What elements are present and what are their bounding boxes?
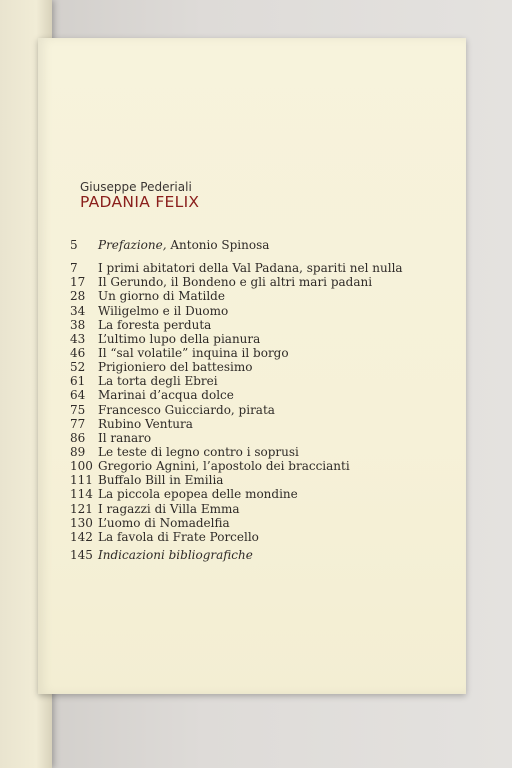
toc-entry [70, 502, 430, 516]
toc-entry [70, 275, 430, 289]
book-title: PADANIA FELIX [80, 193, 200, 211]
toc-page-number: 46 [70, 345, 86, 360]
toc-entry [70, 289, 430, 303]
toc-entry-title: La piccola epopea delle mondine [98, 487, 298, 502]
toc-page-number: 34 [70, 303, 86, 318]
toc-bibliography-label: Indicazioni bibliografiche [98, 547, 253, 562]
toc-entry-title: Le teste di legno contro i soprusi [98, 444, 299, 459]
toc-entry [70, 261, 430, 275]
toc-preface-label: Prefazione, [98, 238, 167, 252]
toc-entry-title: Marinai d’acqua dolce [98, 388, 234, 403]
toc-page-number: 7 [70, 261, 78, 276]
toc-page-number: 100 [70, 459, 93, 474]
toc-entry [70, 516, 430, 530]
toc-entry-title: Un giorno di Matilde [98, 289, 225, 304]
toc-entry [70, 530, 430, 544]
toc-entry-title: L’uomo di Nomadelfia [98, 515, 230, 530]
toc-entry-title: La torta degli Ebrei [98, 374, 218, 389]
toc-entry [70, 403, 430, 417]
toc-entry-title: La favola di Frate Porcello [98, 529, 259, 544]
toc-page-number: 64 [70, 388, 86, 403]
toc-entry-title: Il Gerundo, il Bondeno e gli altri mari padani [98, 275, 373, 290]
toc-spacer [70, 252, 430, 261]
toc-entry [70, 332, 430, 346]
toc-page-number: 17 [70, 275, 86, 290]
toc-entry-title: L’ultimo lupo della pianura [98, 331, 261, 346]
table-of-contents [70, 238, 430, 562]
toc-page-number: 5 [70, 238, 78, 252]
toc-entry [70, 487, 430, 501]
toc-bibliography [70, 548, 430, 562]
toc-entry [70, 374, 430, 388]
toc-page-number: 52 [70, 360, 86, 375]
toc-page-number: 75 [70, 402, 86, 417]
toc-page-number: 130 [70, 515, 93, 530]
toc-entry-title: Prigioniero del battesimo [98, 360, 253, 375]
toc-entry-title: I primi abitatori della Val Padana, spariti nel nulla [98, 261, 403, 276]
toc-entry-title: I ragazzi di Villa Emma [98, 501, 240, 516]
toc-preface [70, 238, 430, 252]
toc-entry [70, 318, 430, 332]
toc-entry-title: La foresta perduta [98, 317, 212, 332]
toc-page-number: 121 [70, 501, 93, 516]
toc-page-number: 114 [70, 487, 93, 502]
toc-entry-title: Buffalo Bill in Emilia [98, 473, 224, 488]
toc-entry-title: Wiligelmo e il Duomo [98, 303, 229, 318]
toc-page-number: 89 [70, 444, 86, 459]
toc-page-number: 28 [70, 289, 86, 304]
toc-page-number: 142 [70, 529, 93, 544]
toc-entry [70, 346, 430, 360]
toc-entry [70, 431, 430, 445]
toc-page-number: 77 [70, 416, 86, 431]
toc-page-number: 43 [70, 331, 86, 346]
toc-page-number: 111 [70, 473, 93, 488]
toc-entry [70, 304, 430, 318]
toc-entry [70, 445, 430, 459]
toc-entry [70, 417, 430, 431]
toc-preface-author: Antonio Spinosa [166, 238, 270, 252]
toc-entry-title: Francesco Guicciardo, pirata [98, 402, 275, 417]
toc-entry [70, 473, 430, 487]
toc-entry-title: Il “sal volatile” inquina il borgo [98, 345, 289, 360]
toc-entry [70, 360, 430, 374]
toc-entry-title: Gregorio Agnini, l’apostolo dei braccianti [98, 459, 350, 474]
toc-page-number: 61 [70, 374, 86, 389]
toc-entry-title: Il ranaro [98, 430, 152, 445]
toc-entries [70, 261, 430, 544]
toc-page-number: 145 [70, 547, 93, 562]
toc-entry-title: Rubino Ventura [98, 416, 193, 431]
toc-page-number: 86 [70, 430, 86, 445]
toc-entry [70, 388, 430, 402]
toc-entry [70, 459, 430, 473]
author-name: Giuseppe Pederiali [80, 180, 192, 194]
toc-page-number: 38 [70, 317, 86, 332]
